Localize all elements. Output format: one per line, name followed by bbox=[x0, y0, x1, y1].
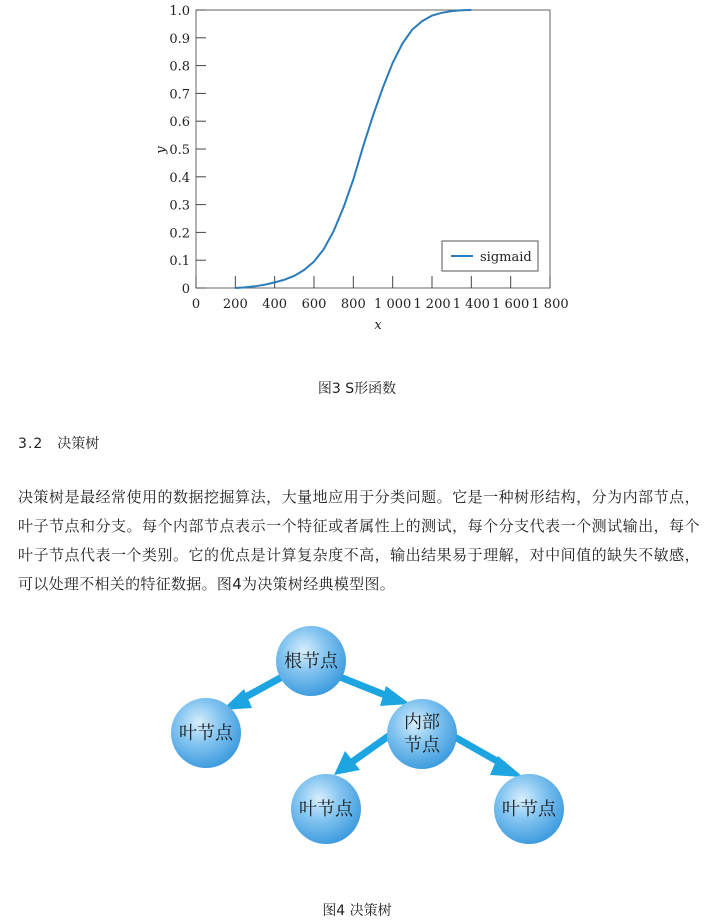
section-title: 决策树 bbox=[57, 436, 100, 452]
y-axis-label: y bbox=[154, 146, 169, 154]
y-ticks bbox=[169, 4, 206, 297]
decision-tree-diagram bbox=[0, 610, 714, 850]
x-axis-label: x bbox=[374, 318, 382, 333]
legend bbox=[442, 241, 538, 271]
y-tick-label: 0.6 bbox=[169, 115, 190, 131]
node-leaf-bottom-left-label: 叶节点 bbox=[299, 799, 353, 820]
arrow-root-to-internal bbox=[340, 677, 410, 706]
x-tick-label: 800 bbox=[340, 297, 366, 312]
legend-label: sigmaid bbox=[480, 250, 532, 265]
x-tick-label: 1 400 bbox=[452, 297, 490, 312]
y-tick-label: 0.8 bbox=[169, 59, 190, 75]
node-leaf-bottom-left bbox=[291, 774, 361, 844]
arrow-internal-to-leaf-left bbox=[334, 735, 390, 775]
sigmoid-chart bbox=[0, 0, 714, 345]
series-line-sigmaid bbox=[235, 10, 471, 288]
y-tick-label: 0.7 bbox=[169, 87, 190, 103]
node-leaf-bottom-right bbox=[494, 774, 564, 844]
x-tick-label: 1 200 bbox=[413, 297, 451, 312]
figure3-caption: 图3 S形函数 bbox=[317, 381, 397, 397]
section-number: 3.2 bbox=[18, 436, 44, 452]
node-internal-label-line2: 节点 bbox=[404, 735, 440, 756]
figure4-caption: 图4 决策树 bbox=[322, 903, 392, 919]
x-tick-label: 200 bbox=[222, 297, 248, 312]
x-tick-label: 1 600 bbox=[492, 297, 530, 312]
node-leaf-bottom-right-label: 叶节点 bbox=[502, 799, 556, 820]
y-tick-label: 1.0 bbox=[169, 4, 190, 19]
node-leaf-left bbox=[171, 698, 241, 768]
y-tick-label: 0 bbox=[181, 282, 190, 297]
arrow-internal-to-leaf-right bbox=[453, 736, 523, 777]
section-heading bbox=[18, 433, 99, 453]
body-paragraph: 决策树是最经常使用的数据挖掘算法，大量地应用于分类问题。它是一种树形结构，分为内部节点，叶子节点和分支。每个内部节点表示一个特征或者属性上的测试，每个分支代表一个测试输出，每个叶子节点代表一个类别。它的优点是计算复杂度不高，输出结果易于理解，对中间值的缺失不敏感，可以处理不相关的特征数据。图4为决策树经典模型图。 bbox=[18, 488, 700, 593]
y-tick-label: 0.3 bbox=[169, 198, 190, 214]
x-tick-label: 400 bbox=[262, 297, 288, 312]
x-ticks bbox=[192, 276, 569, 312]
node-root bbox=[276, 626, 346, 696]
y-tick-label: 0.9 bbox=[169, 31, 190, 47]
y-tick-label: 0.2 bbox=[169, 226, 190, 242]
arrow-root-to-leaf bbox=[222, 677, 282, 710]
y-tick-label: 0.5 bbox=[169, 143, 190, 158]
x-tick-label: 600 bbox=[301, 297, 327, 312]
x-tick-label: 1 000 bbox=[374, 297, 412, 312]
node-leaf-left-label: 叶节点 bbox=[179, 723, 233, 744]
y-tick-label: 0.1 bbox=[169, 254, 190, 270]
node-root-label: 根节点 bbox=[284, 651, 338, 672]
node-internal bbox=[387, 699, 457, 769]
node-internal-label-line1: 内部 bbox=[404, 712, 440, 733]
x-tick-label: 1 800 bbox=[531, 297, 569, 312]
y-tick-label: 0.4 bbox=[169, 170, 190, 186]
x-tick-label: 0 bbox=[191, 297, 201, 312]
